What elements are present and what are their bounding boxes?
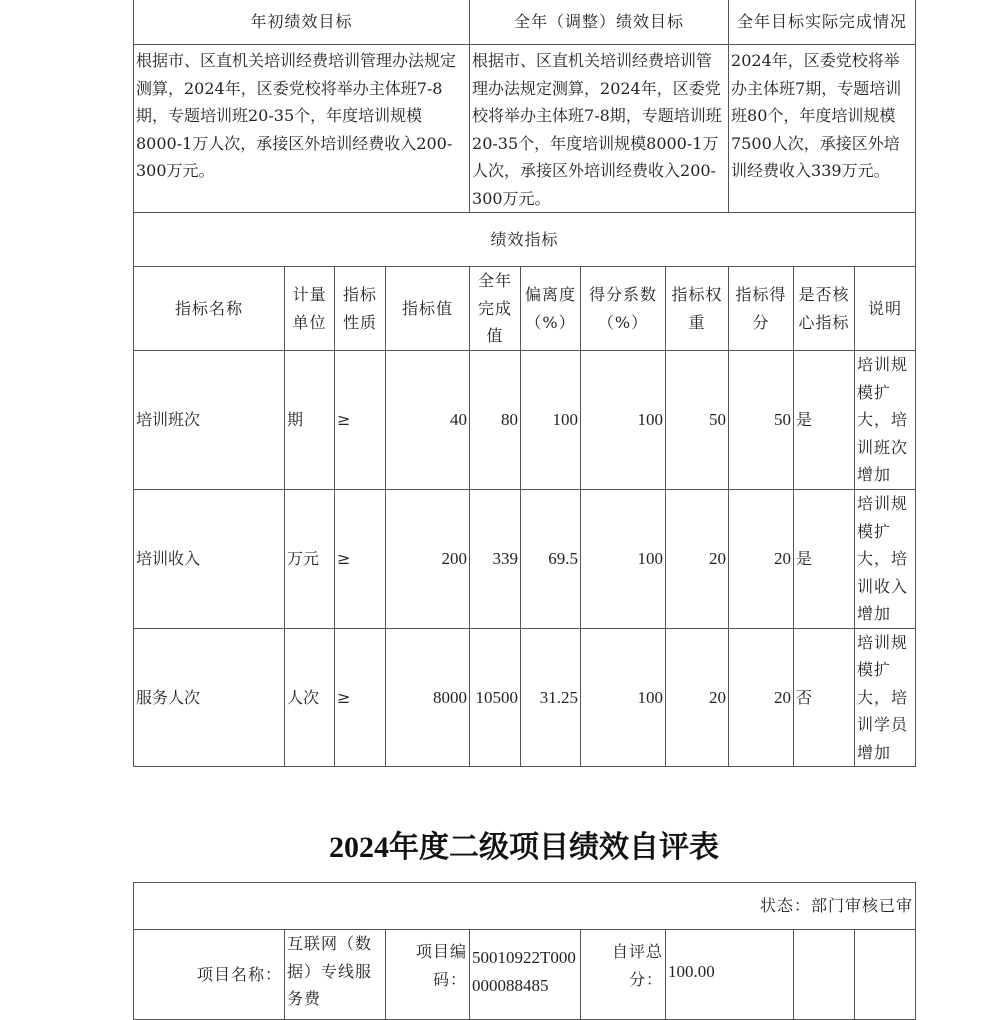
total-score-label: 自评总分：: [581, 930, 666, 1020]
table-row: [134, 351, 916, 490]
indicator-coefficient: 100: [581, 351, 666, 490]
indicator-name: 培训收入: [134, 490, 285, 629]
indicator-note: 培训规模扩大，培训班次增加: [855, 351, 916, 490]
project-self-evaluation-table: [133, 882, 916, 1020]
indicator-note: 培训规模扩大，培训学员增加: [855, 628, 916, 767]
col-coefficient: 得分系数（%）: [581, 267, 666, 351]
indicator-target: 40: [386, 351, 470, 490]
indicator-unit: 人次: [285, 628, 335, 767]
status-badge: 状态：部门审核已审: [134, 883, 916, 930]
indicator-deviation: 100: [521, 351, 581, 490]
col-deviation: 偏离度（%）: [521, 267, 581, 351]
indicators-section-title: 绩效指标: [134, 213, 916, 267]
project-code-label: 项目编码：: [386, 930, 470, 1020]
col-annual-actual: 全年完成值: [470, 267, 521, 351]
indicator-deviation: 69.5: [521, 490, 581, 629]
indicator-weight: 50: [666, 351, 729, 490]
indicator-actual: 339: [470, 490, 521, 629]
total-score-value: 100.00: [666, 930, 794, 1020]
project-name-label: 项目名称：: [134, 930, 285, 1020]
indicators-title-row: [134, 213, 916, 267]
indicator-weight: 20: [666, 490, 729, 629]
col-score: 指标得分: [729, 267, 794, 351]
project-code-value: 50010922T000000088485: [470, 930, 581, 1020]
indicator-core: 是: [794, 351, 855, 490]
adjusted-goal-text: 根据市、区直机关培训经费培训管理办法规定测算，2024年，区委党校将举办主体班7-8期，专题培训班20-35个，年度培训规模8000-1万人次，承接区外培训经费收入200-300万元。: [470, 45, 729, 213]
performance-goals-table: [133, 0, 916, 767]
col-note: 说明: [855, 267, 916, 351]
project-info-row: [134, 930, 916, 1020]
header-adjusted-goal: 全年（调整）绩效目标: [470, 0, 729, 45]
goals-header-row: [134, 0, 916, 45]
col-unit: 计量单位: [285, 267, 335, 351]
col-nature: 指标性质: [335, 267, 386, 351]
indicator-weight: 20: [666, 628, 729, 767]
status-row: [134, 883, 916, 930]
indicator-actual: 80: [470, 351, 521, 490]
indicator-nature: ≥: [335, 351, 386, 490]
indicator-nature: ≥: [335, 628, 386, 767]
indicator-deviation: 31.25: [521, 628, 581, 767]
indicator-name: 培训班次: [134, 351, 285, 490]
indicator-core: 否: [794, 628, 855, 767]
page-title: 2024年度二级项目绩效自评表: [329, 831, 719, 864]
project-name-value: 互联网（数据）专线服务费: [285, 930, 386, 1020]
indicator-nature: ≥: [335, 490, 386, 629]
indicator-target: 8000: [386, 628, 470, 767]
empty-cell: [794, 930, 855, 1020]
indicator-unit: 期: [285, 351, 335, 490]
header-actual-completion: 全年目标实际完成情况: [729, 0, 916, 45]
indicator-name: 服务人次: [134, 628, 285, 767]
indicator-core: 是: [794, 490, 855, 629]
indicator-unit: 万元: [285, 490, 335, 629]
col-weight: 指标权重: [666, 267, 729, 351]
indicators-header-row: [134, 267, 916, 351]
table-row: [134, 628, 916, 767]
initial-goal-text: 根据市、区直机关培训经费培训管理办法规定测算，2024年，区委党校将举办主体班7-8期，专题培训班20-35个，年度培训规模8000-1万人次，承接区外培训经费收入200-300万元。: [134, 45, 470, 213]
indicator-coefficient: 100: [581, 628, 666, 767]
indicator-target: 200: [386, 490, 470, 629]
indicator-actual: 10500: [470, 628, 521, 767]
col-target-value: 指标值: [386, 267, 470, 351]
col-core-indicator: 是否核心指标: [794, 267, 855, 351]
indicator-score: 20: [729, 490, 794, 629]
table-row: [134, 490, 916, 629]
indicator-note: 培训规模扩大，培训收入增加: [855, 490, 916, 629]
indicator-score: 20: [729, 628, 794, 767]
indicator-coefficient: 100: [581, 490, 666, 629]
actual-completion-text: 2024年，区委党校将举办主体班7期，专题培训班80个，年度培训规模7500人次，承接区外培训经费收入339万元。: [729, 45, 916, 213]
empty-cell: [855, 930, 916, 1020]
indicator-score: 50: [729, 351, 794, 490]
goals-content-row: [134, 45, 916, 213]
header-initial-goal: 年初绩效目标: [134, 0, 470, 45]
col-indicator-name: 指标名称: [134, 267, 285, 351]
